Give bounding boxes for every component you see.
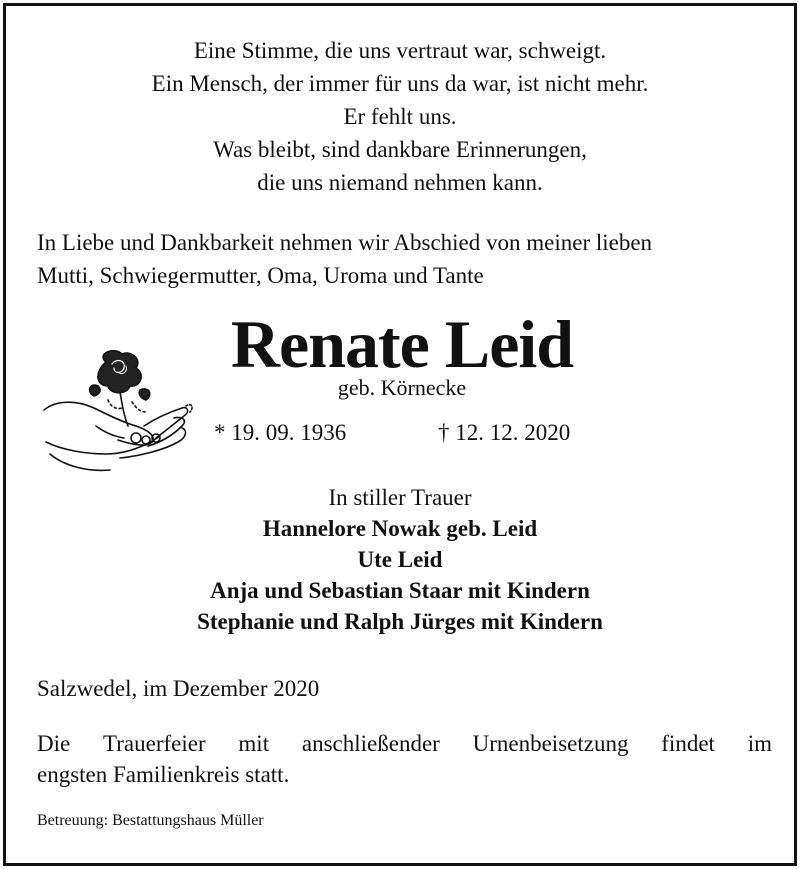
intro-line: Mutti, Schwiegermutter, Oma, Uroma und Tante: [37, 263, 484, 288]
death-date: † 12. 12. 2020: [438, 420, 571, 445]
poem: [6, 34, 794, 199]
mourner-name: Anja und Sebastian Staar mit Kindern: [210, 578, 590, 603]
poem-line: Eine Stimme, die uns vertraut war, schweigt.: [193, 38, 607, 63]
mourner-name: Hannelore Nowak geb. Leid: [262, 516, 538, 541]
maiden-name: geb. Körnecke: [337, 375, 467, 400]
service-word: Trauerfeier: [103, 731, 206, 756]
service-word: Urnenbeisetzung: [472, 731, 629, 756]
service-word: mit: [238, 731, 270, 756]
obituary-notice: [3, 3, 797, 866]
mourners: [6, 482, 794, 637]
service-notice: [37, 728, 772, 790]
intro-text: [37, 226, 774, 292]
deceased-name: Renate Leid: [230, 306, 574, 382]
poem-line: Was bleibt, sind dankbare Erinnerungen,: [213, 137, 587, 162]
service-line: engsten Familienkreis statt.: [37, 762, 290, 787]
service-word: anschließender: [301, 731, 440, 756]
poem-line: Ein Mensch, der immer für uns da war, ist nicht mehr.: [151, 71, 649, 96]
mourners-heading: In stiller Trauer: [328, 485, 472, 510]
poem-line: Er fehlt uns.: [343, 104, 457, 129]
service-word: Die: [37, 731, 71, 756]
service-line: [37, 728, 772, 759]
place-date: Salzwedel, im Dezember 2020: [37, 676, 320, 701]
mourner-name: Ute Leid: [357, 547, 443, 572]
mourner-name: Stephanie und Ralph Jürges mit Kindern: [197, 609, 603, 634]
poem-line: die uns niemand nehmen kann.: [257, 170, 543, 195]
service-word: findet: [661, 731, 715, 756]
service-word: im: [747, 731, 772, 756]
birth-date: * 19. 09. 1936: [214, 420, 347, 445]
funeral-home-credit: Betreuung: Bestattungshaus Müller: [37, 812, 264, 829]
intro-line: In Liebe und Dankbarkeit nehmen wir Abschied von meiner lieben: [37, 230, 653, 255]
